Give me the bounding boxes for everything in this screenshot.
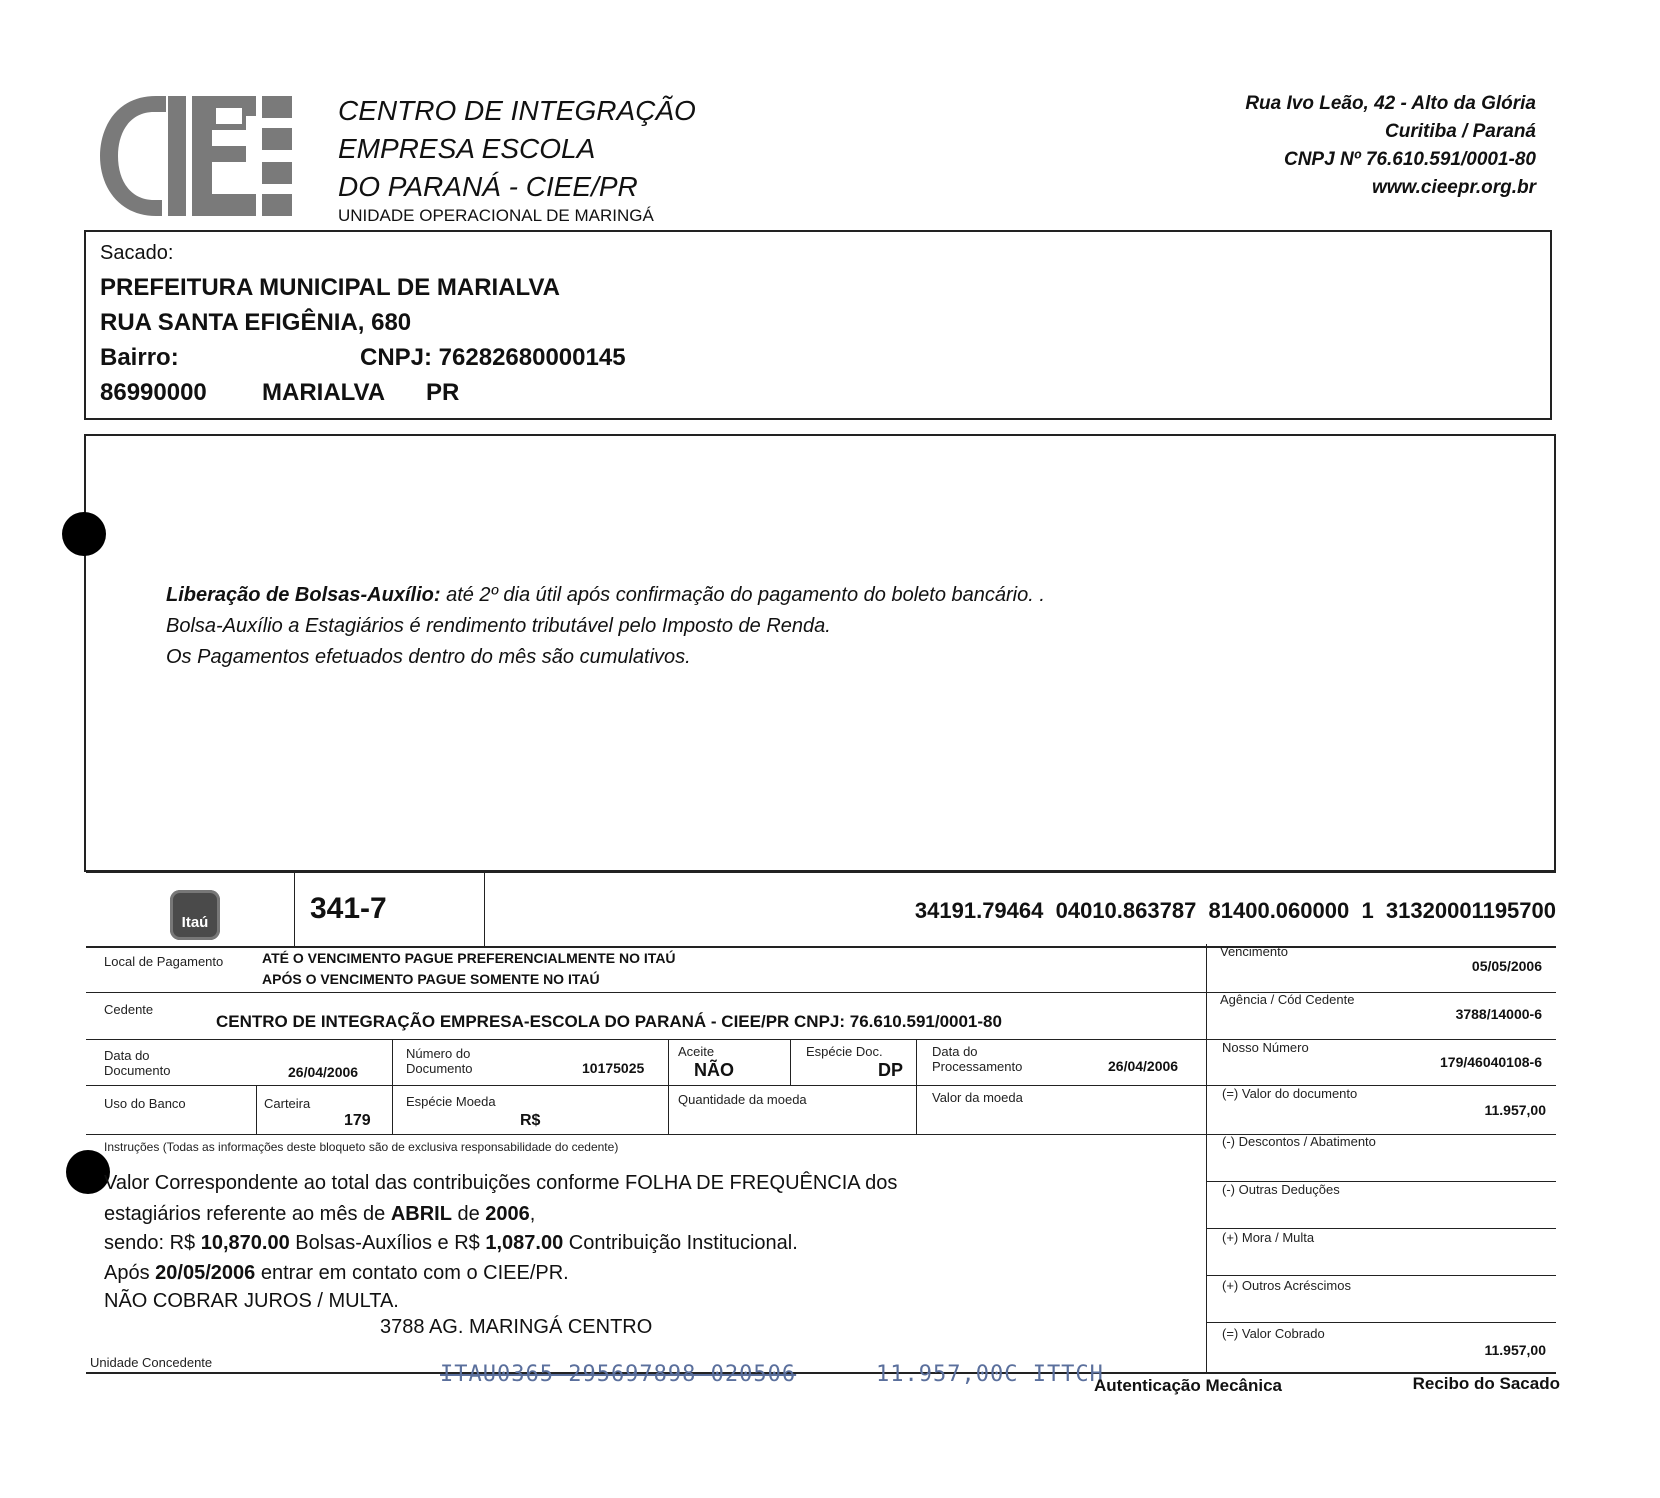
right-line-9 [1206,1322,1556,1323]
right-line-8 [1206,1275,1556,1276]
uso-banco-label: Uso do Banco [104,1096,186,1111]
notice-line-2: Bolsa-Auxílio a Estagiários é rendimento tributável pelo Imposto de Renda. [166,615,831,637]
org-unit: UNIDADE OPERACIONAL DE MARINGÁ [338,206,654,225]
vencimento-value: 05/05/2006 [1471,958,1542,974]
instr-3e: Contribuição Institucional. [563,1232,798,1254]
sacado-cnpj: CNPJ: 76282680000145 [360,344,626,371]
notice-line-1 [166,580,1045,611]
instr-4b: 20/05/2006 [155,1262,256,1284]
auth-stamp-1: ITAU0365 295697898 020506 [440,1362,797,1387]
valor-cobrado-label: (=) Valor Cobrado [1222,1326,1325,1341]
carteira-label: Carteira [264,1096,311,1111]
mora-label: (+) Mora / Multa [1222,1230,1315,1245]
instr-3b: 10,870.00 [200,1232,290,1254]
r4-sep-3 [668,1085,669,1134]
right-col-sep [1206,944,1207,1372]
itau-logo-text: Itaú [181,914,209,931]
r4-sep-1 [256,1085,257,1134]
org-line-3: DO PARANÁ - CIEE/PR [338,171,638,202]
notice-line-3: Os Pagamentos efetuados dentro do mês são cumulativos. [166,646,691,668]
instr-2e: , [529,1203,536,1225]
sacado-street: RUA SANTA EFIGÊNIA, 680 [100,309,412,336]
data-proc-label-2: Processamento [932,1059,1023,1074]
acrescimos-label: (+) Outros Acréscimos [1222,1278,1351,1293]
data-proc-label [932,1044,1022,1074]
valor-doc-label: (=) Valor do documento [1222,1086,1358,1101]
autenticacao-label: Autenticação Mecânica [1094,1376,1283,1395]
sacado-bairro-label: Bairro: [100,344,179,371]
r3-sep-4 [916,1039,917,1134]
instr-2d: 2006 [485,1203,530,1225]
instr-line-2 [104,1203,535,1226]
org-line-1: CENTRO DE INTEGRAÇÃO [338,95,696,126]
valor-cobrado-value: 11.957,00 [1484,1342,1546,1358]
data-doc-label-2: Documento [104,1063,171,1078]
address-street: Rua Ivo Leão, 42 - Alto da Glória [1245,93,1536,114]
nosso-label: Nosso Número [1222,1040,1309,1055]
instr-2a: estagiários referente ao mês de [104,1203,391,1225]
instr-line-3 [104,1232,798,1255]
local-line-1: ATÉ O VENCIMENTO PAGUE PREFERENCIALMENTE NO ITAÚ [262,950,676,966]
instr-4c: entrar em contato com o CIEE/PR. [255,1262,569,1284]
org-line-2: EMPRESA ESCOLA [338,133,596,164]
cedente-value: CENTRO DE INTEGRAÇÃO EMPRESA-ESCOLA DO PARANÁ - CIEE/PR CNPJ: 76.610.591/0001-80 [216,1012,1002,1031]
data-doc-label-1: Data do [104,1048,150,1063]
aceite-label: Aceite [678,1044,715,1059]
num-doc-label-2: Documento [406,1061,473,1076]
org-address [1245,90,1536,202]
valor-moeda-label: Valor da moeda [932,1090,1023,1105]
local-label: Local de Pagamento [104,954,224,969]
r3-sep-1 [392,1039,393,1085]
bank-sep-2 [484,870,485,946]
right-line-7 [1206,1228,1556,1229]
vencimento-label: Vencimento [1220,944,1288,959]
address-city: Curitiba / Paraná [1385,121,1536,142]
notice-line-1-text: até 2º dia útil após confirmação do pagamento do boleto bancário. . [440,584,1045,606]
especie-moeda-value: R$ [520,1112,541,1129]
bottom-line [86,1372,1556,1374]
instr-2b: ABRIL [390,1203,452,1225]
data-doc-label [104,1048,170,1078]
instr-line-1: Valor Correspondente ao total das contribuições conforme FOLHA DE FREQUÊNCIA dos [104,1172,898,1194]
digitable-line: 34191.79464 04010.863787 81400.060000 1 31320001195700 [914,898,1556,923]
descontos-label: (-) Descontos / Abatimento [1222,1134,1376,1149]
address-website: www.cieepr.org.br [1371,177,1536,198]
auth-stamp-2: 11.957,00C ITTCH [876,1362,1104,1387]
address-cnpj: CNPJ Nº 76.610.591/0001-80 [1283,149,1536,170]
org-title [338,92,696,206]
instr-4a: Após [104,1262,156,1284]
data-proc-label-1: Data do [932,1044,978,1059]
data-proc-value: 26/04/2006 [1108,1058,1179,1074]
row-line-3 [86,1039,1556,1040]
instrucoes-label: Instruções (Todas as informações deste bloqueto são de exclusiva responsabilidade do cedente) [104,1140,619,1154]
itau-logo [170,890,220,940]
instr-3d: 1,087.00 [485,1232,564,1254]
punch-hole-top [62,512,106,556]
sacado-name: PREFEITURA MUNICIPAL DE MARIALVA [100,274,560,301]
notice-line-1-label: Liberação de Bolsas-Auxílio: [166,584,441,606]
local-line-2: APÓS O VENCIMENTO PAGUE SOMENTE NO ITAÚ [262,971,600,987]
r3-sep-2 [668,1039,669,1085]
bank-row-top [86,872,1556,873]
sacado-label: Sacado: [100,242,174,264]
recibo-label: Recibo do Sacado [1412,1374,1560,1393]
instr-line-5: NÃO COBRAR JUROS / MULTA. [104,1290,399,1312]
agencia-value: 3788/14000-6 [1455,1006,1542,1022]
bank-code: 341-7 [310,892,387,925]
r4-sep-2 [392,1085,393,1134]
bank-sep-1 [294,870,295,946]
num-doc-label-1: Número do [406,1046,471,1061]
carteira-value: 179 [344,1112,371,1129]
data-doc-value: 26/04/2006 [288,1064,359,1080]
num-doc-label [406,1046,472,1076]
sacado-state: PR [426,379,460,406]
valor-doc-value: 11.957,00 [1484,1102,1546,1118]
instr-line-6: 3788 AG. MARINGÁ CENTRO [380,1316,653,1338]
instr-2c: de [451,1203,486,1225]
instr-line-4 [104,1262,569,1285]
instr-3c: Bolsas-Auxílios e R$ [289,1232,486,1254]
row-line-1 [86,946,1556,948]
num-doc-value: 10175025 [582,1060,645,1076]
notice-text [166,580,1045,673]
nosso-value: 179/46040108-6 [1440,1054,1542,1070]
cedente-label: Cedente [104,1002,154,1017]
especie-moeda-label: Espécie Moeda [406,1094,496,1109]
agencia-label: Agência / Cód Cedente [1220,992,1355,1007]
sacado-cep: 86990000 [100,379,207,406]
aceite-value: NÃO [694,1060,734,1080]
sacado-city: MARIALVA [262,379,386,406]
unidade-label: Unidade Concedente [90,1355,213,1370]
especie-doc-value: DP [878,1060,904,1080]
especie-doc-label: Espécie Doc. [806,1044,883,1059]
instr-3a: sendo: R$ [104,1232,201,1254]
r3-sep-3 [790,1039,791,1085]
qtd-moeda-label: Quantidade da moeda [678,1092,807,1107]
ciee-logo [96,88,296,224]
outras-deducoes-label: (-) Outras Deduções [1222,1182,1340,1197]
